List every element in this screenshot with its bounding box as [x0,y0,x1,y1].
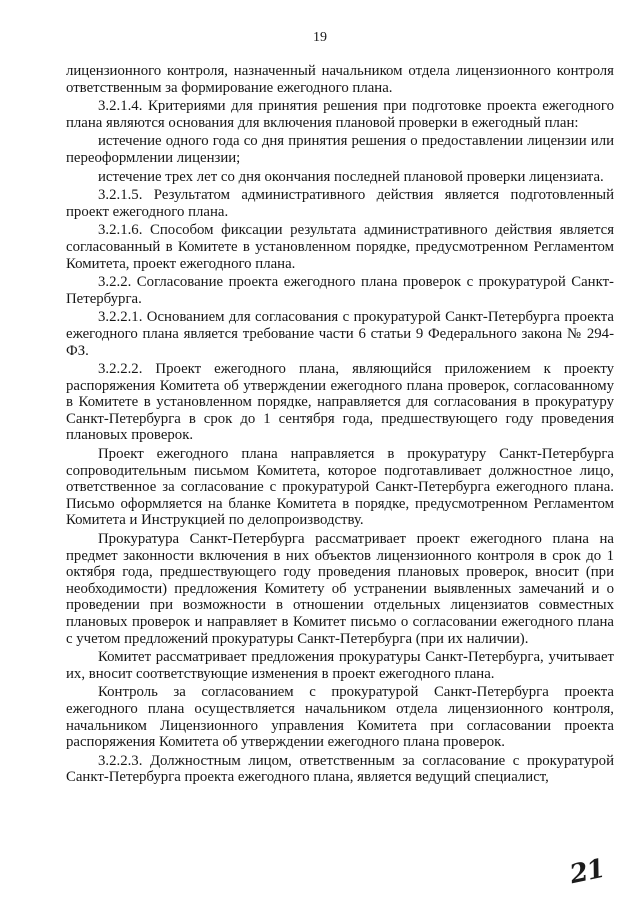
paragraph: 3.2.2.3. Должностным лицом, ответственным за согласование с прокуратурой Санкт-Петербурга проекта ежегодного плана, является ведущий специалист, [66,752,614,786]
paragraph: истечение трех лет со дня окончания последней плановой проверки лицензиата. [98,168,604,185]
paragraph: 3.2.2.2. Проект ежегодного плана, являющийся приложением к проекту распоряжения Комитета об утверждении ежегодного плана проверок, согласованному в Комитете в установленном порядке, направляется для согласования в прокуратуру Санкт-Петербурга в срок до 1 сентября года, предшествующего году проведения плановых проверок. [66,361,614,444]
paragraph: лицензионного контроля, назначенный начальником отдела лицензионного контроля ответственным за формирование ежегодного плана. [66,63,614,96]
paragraph: истечение одного года со дня принятия решения о предоставлении лицензии или переоформлении лицензии; [66,133,614,166]
paragraph: 3.2.1.6. Способом фиксации результата административного действия является согласованный в Комитете в установленном порядке, предусмотренном Регламентом Комитета, проект ежегодного плана. [66,222,614,272]
paragraph: 3.2.1.5. Результатом административного действия является подготовленный проект ежегодного плана. [66,187,614,220]
paragraph: 3.2.2. Согласование проекта ежегодного плана проверок с прокуратурой Санкт-Петербурга. [66,274,614,307]
paragraph: Комитет рассматривает предложения прокуратуры Санкт-Петербурга, учитывает их, вносит соответствующие изменения в проект ежегодного плана. [66,649,614,682]
paragraph: Проект ежегодного плана направляется в прокуратуру Санкт-Петербурга сопроводительным письмом Комитета, которое подготавливает должностное лицо, ответственное за согласование с прокуратурой Санкт-Петербурга ежегодного плана. Письмо оформляется на бланке Комитета в порядке, предусмотренном Регламентом Комитета и Инструкцией по делопроизводству. [66,446,614,529]
handwritten-page-number: 21 [567,853,607,891]
paragraph: Контроль за согласованием с прокуратурой Санкт-Петербурга проекта ежегодного плана осуществляется начальником отдела лицензионного контроля, начальником Лицензионного управления Комитета при согласовании проекта распоряжения Комитета об утверждении ежегодного плана проверок. [66,684,614,751]
paragraph: 3.2.2.1. Основанием для согласования с прокуратурой Санкт-Петербурга проекта ежегодного плана является требование части 6 статьи 9 Федерального закона № 294-ФЗ. [66,309,614,359]
page-number: 19 [313,30,327,45]
document-body [66,63,614,786]
paragraph: 3.2.1.4. Критериями для принятия решения при подготовке проекта ежегодного плана являются основания для включения плановой проверки в ежегодный план: [66,98,614,131]
paragraph: Прокуратура Санкт-Петербурга рассматривает проект ежегодного плана на предмет законности включения в них объектов лицензионного контроля в срок до 1 октября года, предшествующего году проведения плановых проверок, вносит (при необходимости) предложения Комитету об устранении выявленных замечаний и о проведении при возможности в отношении отдельных лицензиатов совместных плановых проверок и направляет в Комитет письмо о согласовании ежегодного плана с учетом предложений прокуратуры Санкт-Петербурга (при их наличии). [66,531,614,647]
